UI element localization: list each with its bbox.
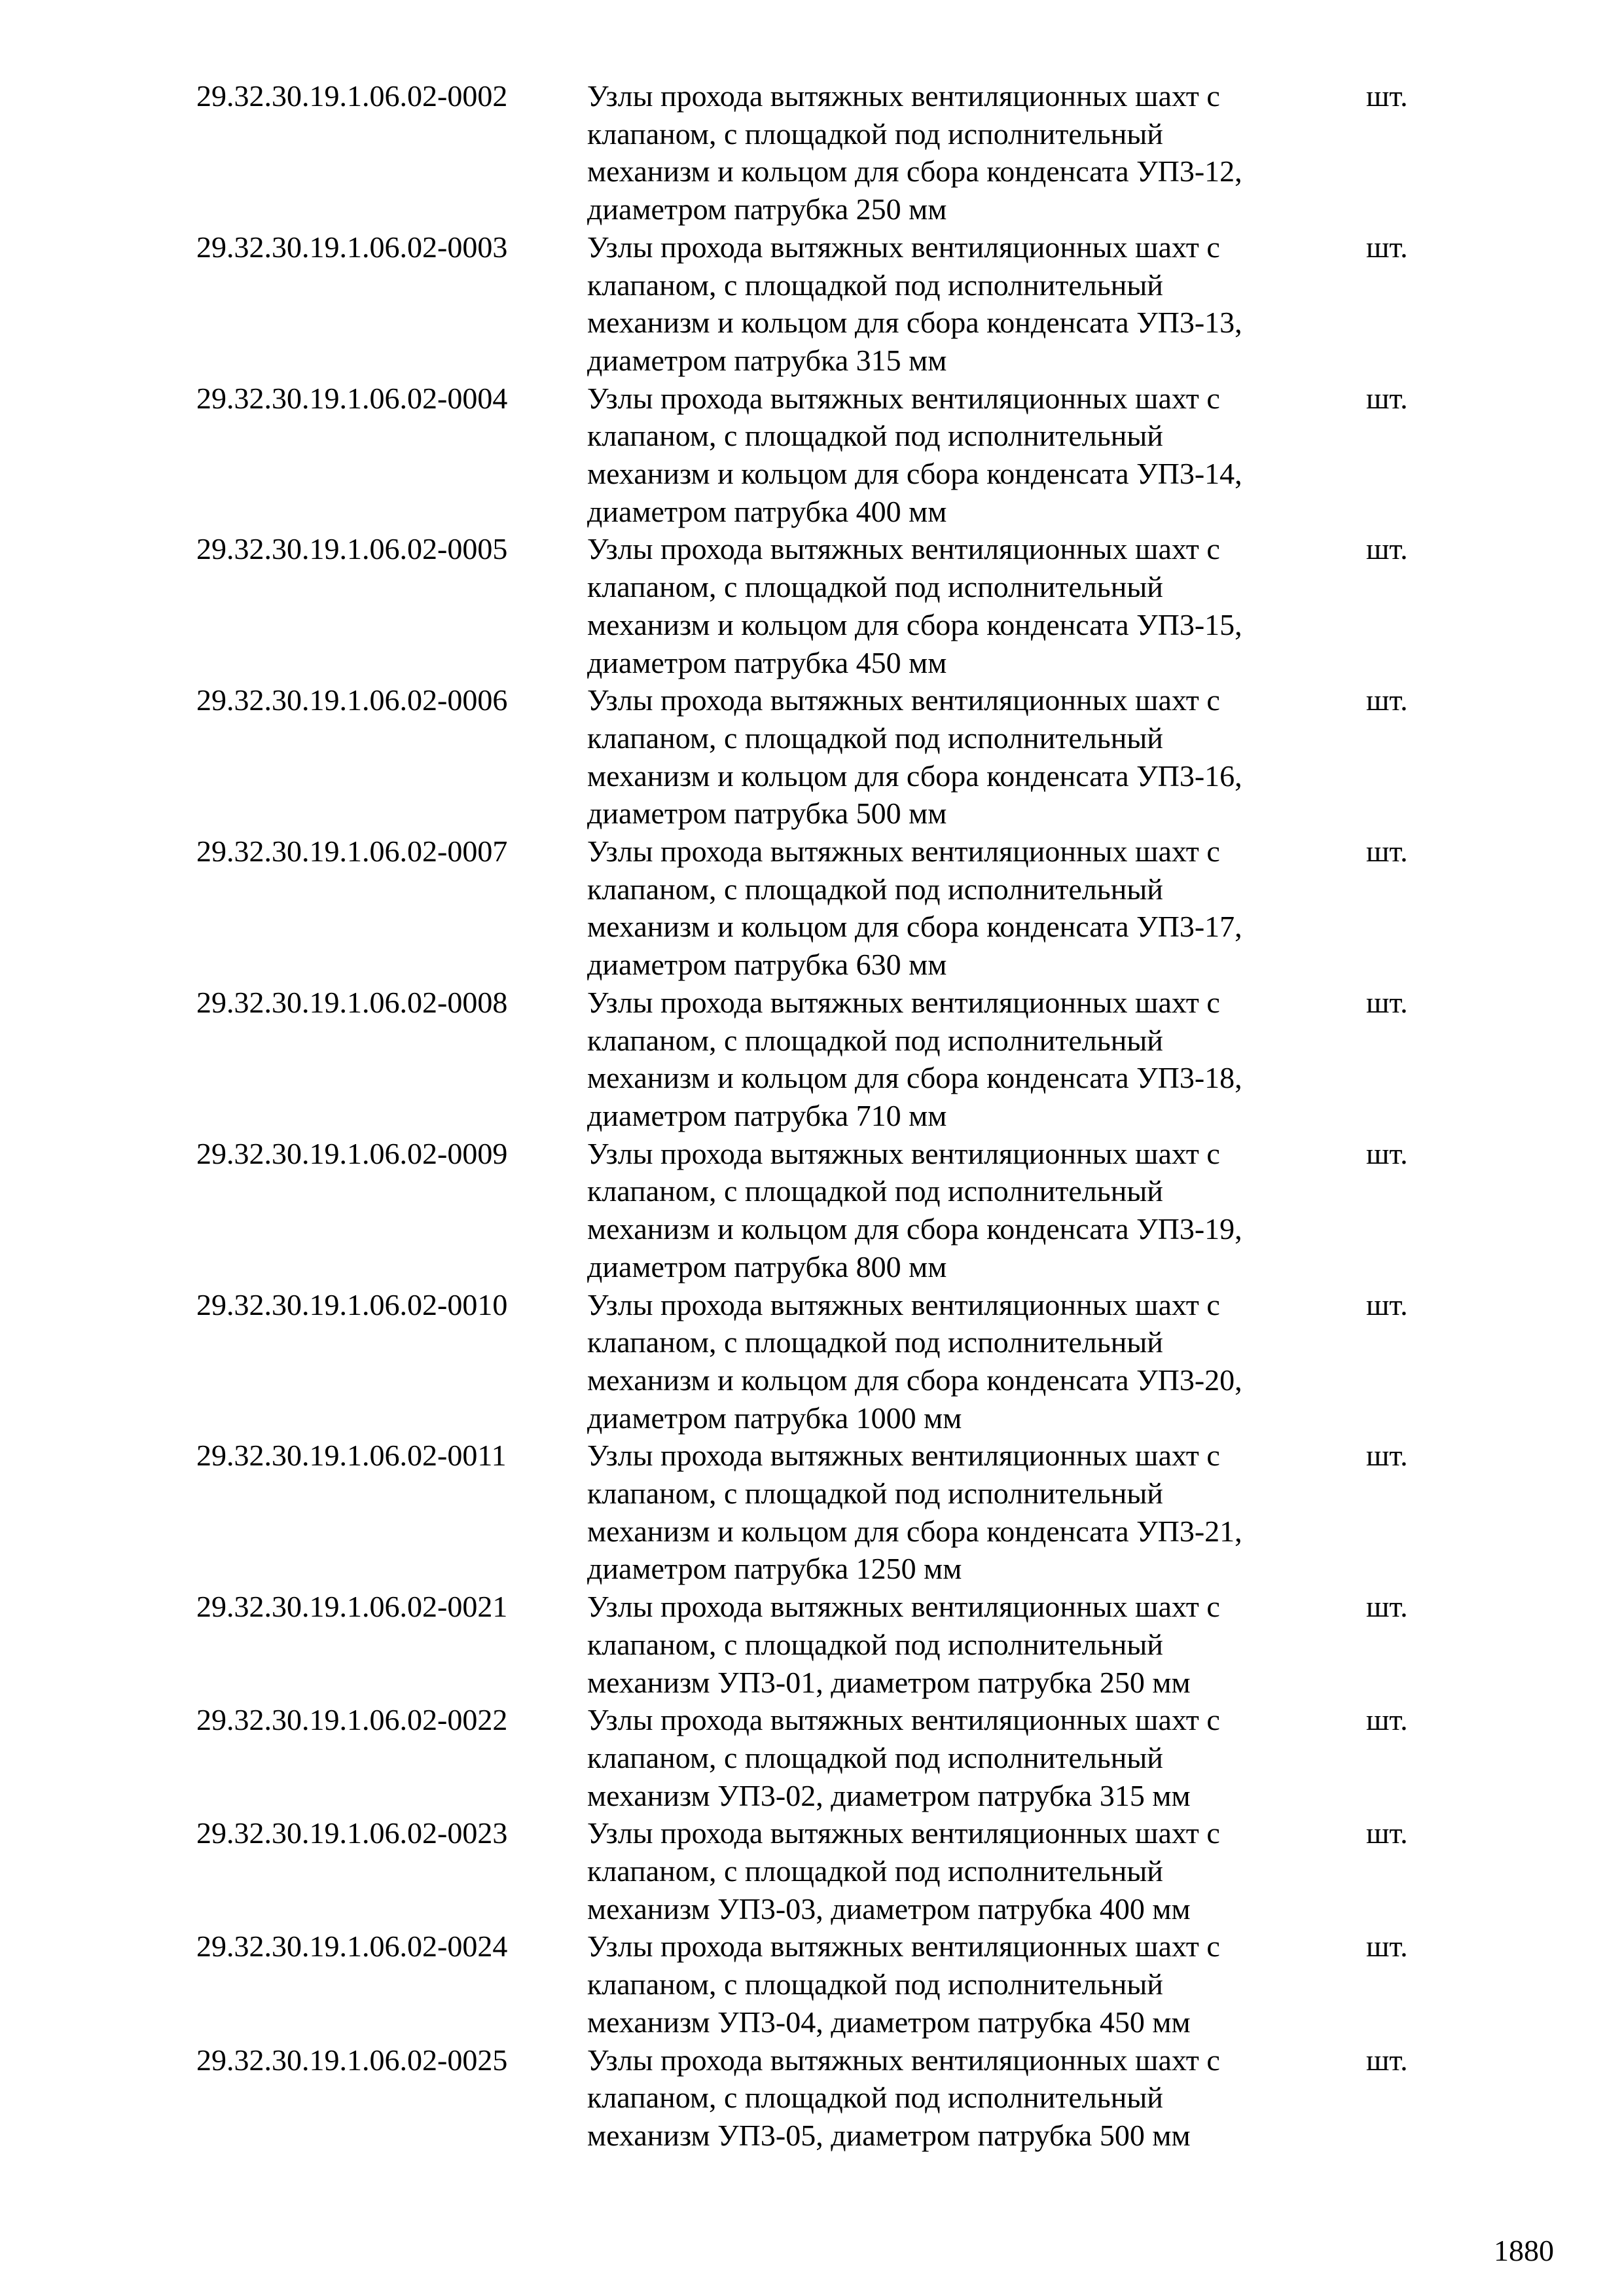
unit-of-measure: шт. [1366,1439,1408,1473]
description-line: клапаном, с площадкой под исполнительный [587,1854,1163,1888]
description-line: механизм и кольцом для сбора конденсата УП3-21, [587,1514,1242,1548]
description-line: Узлы прохода вытяжных вентиляционных шахт с [587,1590,1220,1624]
description-line: клапаном, с площадкой под исполнительный [587,570,1163,604]
resource-code: 29.32.30.19.1.06.02-0021 [196,1590,508,1624]
table-row [196,681,1440,833]
description-line: механизм и кольцом для сбора конденсата УП3-19, [587,1212,1242,1246]
resource-code: 29.32.30.19.1.06.02-0010 [196,1287,508,1321]
description-line: механизм УП3-03, диаметром патрубка 400 мм [587,1892,1191,1926]
description-line: клапаном, с площадкой под исполнительный [587,1627,1163,1661]
description-line: Узлы прохода вытяжных вентиляционных шахт с [587,230,1220,264]
description-line: диаметром патрубка 250 мм [587,192,947,226]
table-row [196,984,1440,1135]
description-line: диаметром патрубка 315 мм [587,343,947,377]
description-line: диаметром патрубка 400 мм [587,494,947,528]
table-row [196,380,1440,531]
description-line: диаметром патрубка 450 мм [587,645,947,679]
unit-of-measure: шт. [1366,1136,1408,1170]
unit-of-measure: шт. [1366,79,1408,113]
unit-of-measure: шт. [1366,381,1408,415]
unit-of-measure: шт. [1366,1929,1408,1964]
description-line: клапаном, с площадкой под исполнительный [587,1477,1163,1511]
description-line: механизм и кольцом для сбора конденсата УП3-17, [587,910,1242,944]
description-line: Узлы прохода вытяжных вентиляционных шахт с [587,1136,1220,1170]
description-line: клапаном, с площадкой под исполнительный [587,1174,1163,1208]
description-line: Узлы прохода вытяжных вентиляционных шахт с [587,985,1220,1019]
resource-code: 29.32.30.19.1.06.02-0002 [196,79,508,113]
description-line: диаметром патрубка 800 мм [587,1249,947,1283]
resource-description [587,681,1366,833]
description-line: Узлы прохода вытяжных вентиляционных шахт с [587,79,1220,113]
resource-description [587,833,1366,984]
resource-code: 29.32.30.19.1.06.02-0024 [196,1929,508,1964]
resource-description [587,2041,1366,2155]
description-line: клапаном, с площадкой под исполнительный [587,419,1163,453]
table-row [196,1588,1440,1701]
table-row [196,530,1440,681]
table-row [196,1701,1440,1814]
description-line: Узлы прохода вытяжных вентиляционных шахт с [587,381,1220,415]
resource-description [587,77,1366,228]
resource-code: 29.32.30.19.1.06.02-0009 [196,1136,508,1170]
resource-description [587,984,1366,1135]
resource-code: 29.32.30.19.1.06.02-0007 [196,834,508,869]
description-line: механизм УП3-05, диаметром патрубка 500 мм [587,2118,1191,2152]
description-line: механизм УП3-04, диаметром патрубка 450 мм [587,2005,1191,2039]
description-line: клапаном, с площадкой под исполнительный [587,117,1163,151]
page-number: 1880 [1494,2234,1554,2267]
resource-code: 29.32.30.19.1.06.02-0006 [196,683,508,717]
table-row [196,77,1440,228]
description-line: диаметром патрубка 630 мм [587,948,947,982]
unit-of-measure: шт. [1366,1703,1408,1737]
description-line: диаметром патрубка 1250 мм [587,1552,962,1586]
description-line: Узлы прохода вытяжных вентиляционных шахт с [587,2043,1220,2077]
unit-of-measure: шт. [1366,532,1408,566]
description-line: клапаном, с площадкой под исполнительный [587,2081,1163,2115]
description-line: клапаном, с площадкой под исполнительный [587,1325,1163,1359]
resource-description [587,1286,1366,1437]
resource-code: 29.32.30.19.1.06.02-0023 [196,1816,508,1850]
table-row [196,1286,1440,1437]
resource-description [587,1588,1366,1701]
description-line: механизм УП3-01, диаметром патрубка 250 мм [587,1665,1191,1699]
description-line: Узлы прохода вытяжных вентиляционных шахт с [587,834,1220,869]
description-line: клапаном, с площадкой под исполнительный [587,872,1163,906]
table-row [196,1928,1440,2041]
description-line: диаметром патрубка 500 мм [587,797,947,831]
table-row [196,1437,1440,1588]
unit-of-measure: шт. [1366,2043,1408,2077]
description-line: механизм и кольцом для сбора конденсата УП3-14, [587,457,1242,491]
table-row [196,228,1440,380]
unit-of-measure: шт. [1366,1590,1408,1624]
resource-code: 29.32.30.19.1.06.02-0003 [196,230,508,264]
resource-description [587,228,1366,380]
description-line: диаметром патрубка 1000 мм [587,1401,962,1435]
description-line: клапаном, с площадкой под исполнительный [587,721,1163,755]
resource-code: 29.32.30.19.1.06.02-0004 [196,381,508,415]
description-line: Узлы прохода вытяжных вентиляционных шахт с [587,1287,1220,1321]
unit-of-measure: шт. [1366,834,1408,869]
resource-table [196,77,1440,2155]
unit-of-measure: шт. [1366,1816,1408,1850]
unit-of-measure: шт. [1366,985,1408,1019]
unit-of-measure: шт. [1366,230,1408,264]
resource-description [587,380,1366,531]
resource-code: 29.32.30.19.1.06.02-0011 [196,1439,507,1473]
description-line: механизм и кольцом для сбора конденсата УП3-20, [587,1363,1242,1397]
description-line: Узлы прохода вытяжных вентиляционных шахт с [587,1703,1220,1737]
description-line: клапаном, с площадкой под исполнительный [587,1740,1163,1774]
description-line: Узлы прохода вытяжных вентиляционных шахт с [587,683,1220,717]
resource-description [587,1135,1366,1286]
resource-code: 29.32.30.19.1.06.02-0005 [196,532,508,566]
unit-of-measure: шт. [1366,1287,1408,1321]
description-line: механизм и кольцом для сбора конденсата УП3-12, [587,154,1242,188]
unit-of-measure: шт. [1366,683,1408,717]
resource-code: 29.32.30.19.1.06.02-0022 [196,1703,508,1737]
resource-description [587,530,1366,681]
table-row [196,2041,1440,2155]
description-line: клапаном, с площадкой под исполнительный [587,1967,1163,2001]
resource-description [587,1437,1366,1588]
description-line: Узлы прохода вытяжных вентиляционных шахт с [587,532,1220,566]
description-line: механизм и кольцом для сбора конденсата УП3-16, [587,759,1242,793]
description-line: механизм УП3-02, диаметром патрубка 315 мм [587,1778,1191,1812]
table-row [196,1814,1440,1928]
description-line: Узлы прохода вытяжных вентиляционных шахт с [587,1816,1220,1850]
description-line: Узлы прохода вытяжных вентиляционных шахт с [587,1929,1220,1964]
description-line: диаметром патрубка 710 мм [587,1098,947,1132]
description-line: механизм и кольцом для сбора конденсата УП3-18, [587,1061,1242,1095]
resource-code: 29.32.30.19.1.06.02-0025 [196,2043,508,2077]
description-line: клапаном, с площадкой под исполнительный [587,268,1163,302]
table-row [196,833,1440,984]
description-line: Узлы прохода вытяжных вентиляционных шахт с [587,1439,1220,1473]
description-line: механизм и кольцом для сбора конденсата УП3-15, [587,607,1242,641]
description-line: механизм и кольцом для сбора конденсата УП3-13, [587,306,1242,340]
description-line: клапаном, с площадкой под исполнительный [587,1023,1163,1057]
resource-description [587,1701,1366,1814]
resource-code: 29.32.30.19.1.06.02-0008 [196,985,508,1019]
table-row [196,1135,1440,1286]
resource-description [587,1928,1366,2041]
resource-description [587,1814,1366,1928]
